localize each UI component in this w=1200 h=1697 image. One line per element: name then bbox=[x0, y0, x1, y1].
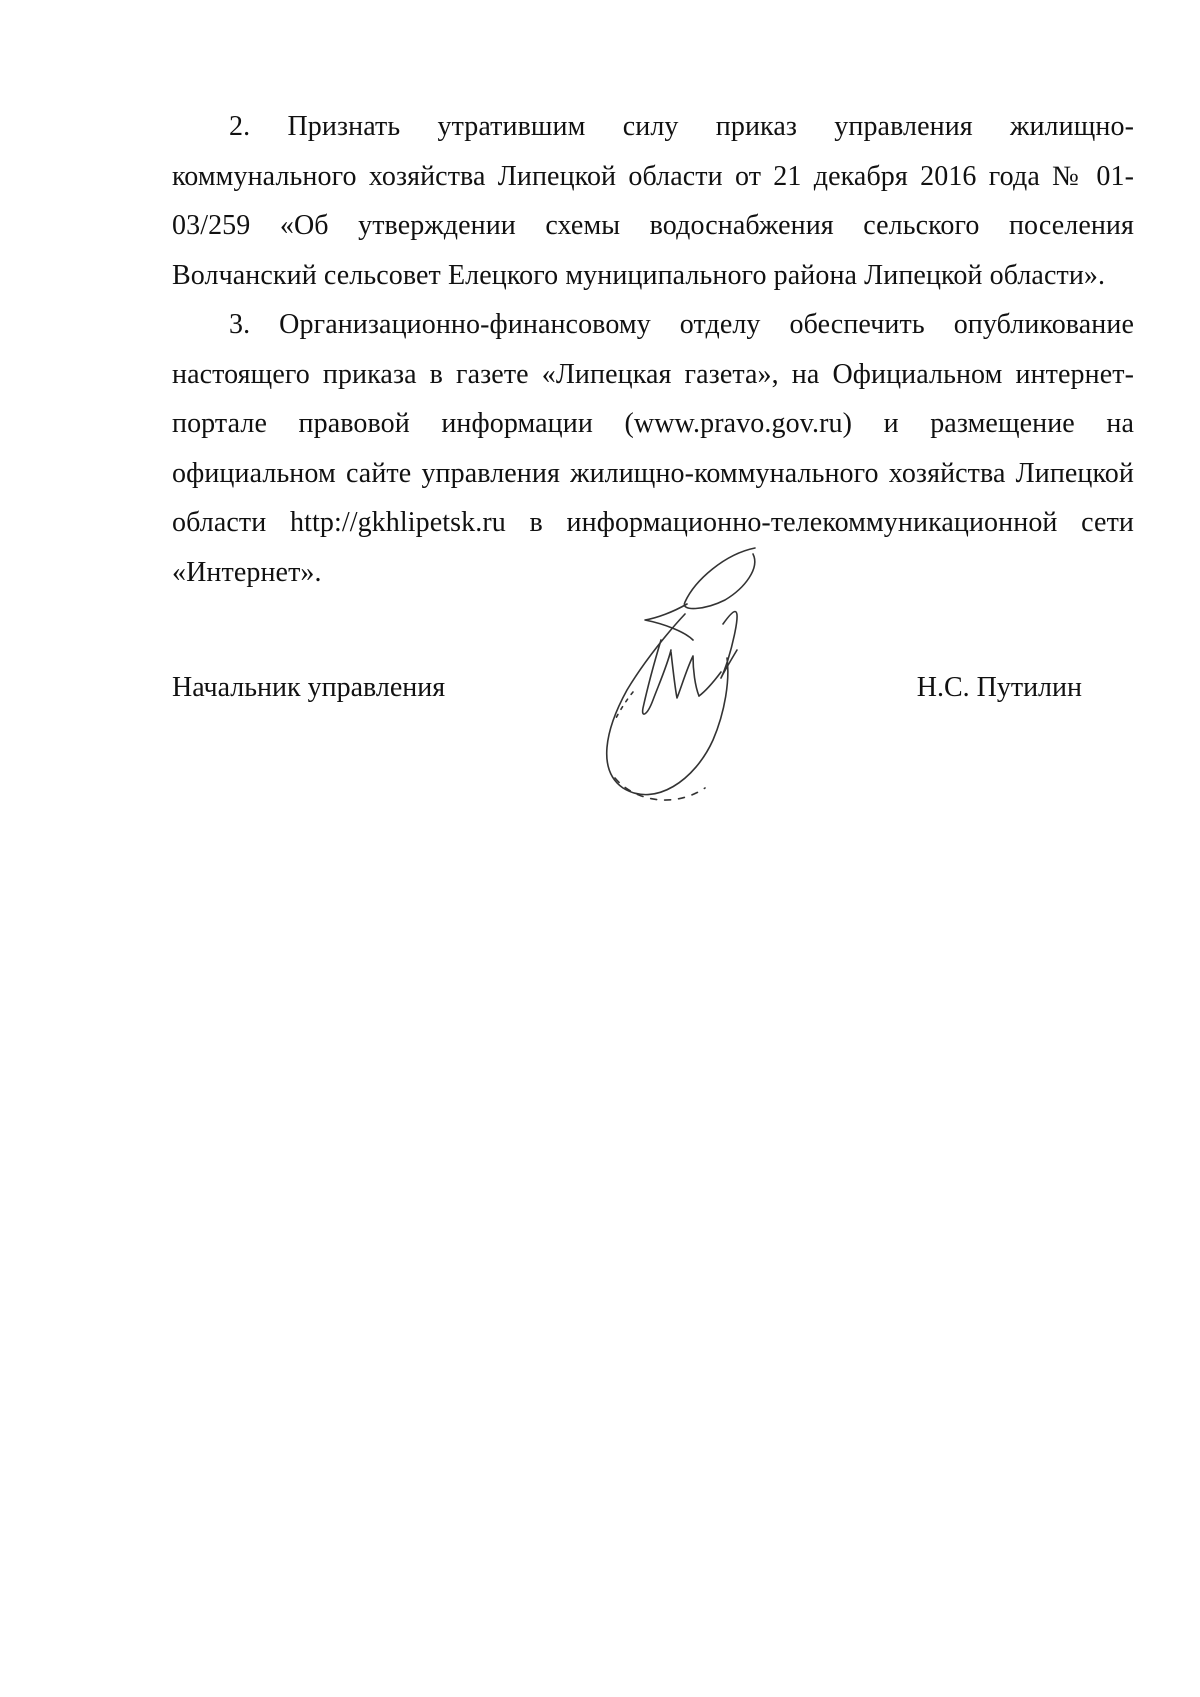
signer-position: Начальник управления bbox=[172, 672, 446, 703]
signature-block bbox=[172, 663, 1082, 723]
paragraph-3: 3. Организационно-финансовому отделу обеспечить опубликование настоящего приказа в газете «Липецкая газета», на Официальном интернет-портале правовой информации (www.pravo.gov.ru) и размещение на официальном сайте управления жилищно-коммунального хозяйства Липецкой области http://gkhlipetsk.ru в информационно-телекоммуникационной сети «Интернет». bbox=[172, 309, 1134, 588]
paragraph-2: 2. Признать утратившим силу приказ управления жилищно-коммунального хозяйства Липецкой области от 21 декабря 2016 года № 01-03/259 «Об утверждении схемы водоснабжения сельского поселения Волчанский сельсовет Елецкого муниципального района Липецкой области». bbox=[172, 111, 1134, 291]
document-body bbox=[172, 102, 1134, 597]
signer-name: Н.С. Путилин bbox=[916, 672, 1082, 703]
